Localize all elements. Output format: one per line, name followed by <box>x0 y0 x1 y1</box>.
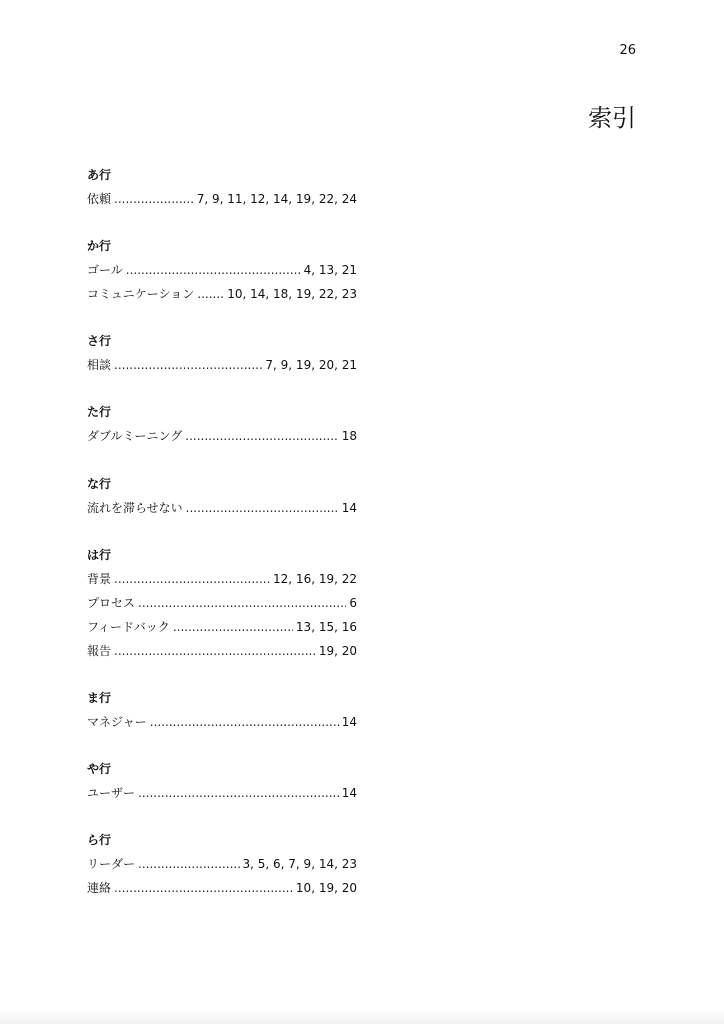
entry-term: 背景 <box>87 572 112 586</box>
entry-term: マネジャー <box>87 715 147 729</box>
section-heading: ま行 <box>87 691 112 705</box>
dot-leader <box>197 286 224 302</box>
entry-term: 流れを滞らせない <box>87 501 183 515</box>
entry-pages: 13, 15, 16 <box>295 620 357 634</box>
dot-leader <box>114 880 293 896</box>
entry-term: ダブルミーニング <box>87 429 183 443</box>
entry-term: フィードバック <box>87 620 170 634</box>
dot-leader <box>138 785 339 801</box>
entry-pages: 12, 16, 19, 22 <box>273 572 357 586</box>
entry-pages: 10, 14, 18, 19, 22, 23 <box>227 287 357 301</box>
index-entry <box>87 262 357 286</box>
index-entry <box>87 785 357 809</box>
section-heading: さ行 <box>87 334 112 348</box>
index-entry <box>87 880 357 904</box>
entry-pages: 3, 5, 6, 7, 9, 14, 23 <box>242 857 357 871</box>
dot-leader <box>150 714 339 730</box>
index-entry <box>87 571 357 595</box>
section-heading: か行 <box>87 239 112 253</box>
section-heading: や行 <box>87 762 112 776</box>
index-section-sa <box>87 333 357 381</box>
entry-pages: 4, 13, 21 <box>303 263 357 277</box>
entry-pages: 18 <box>341 429 357 443</box>
index-entry <box>87 428 357 452</box>
entry-pages: 14 <box>341 715 357 729</box>
dot-leader <box>126 262 301 278</box>
entry-pages: 14 <box>341 786 357 800</box>
dot-leader <box>173 619 293 635</box>
index-section-ma <box>87 690 357 738</box>
section-heading: は行 <box>87 548 112 562</box>
index-entry <box>87 191 357 215</box>
section-heading: な行 <box>87 477 112 491</box>
entry-term: 依頼 <box>87 192 112 206</box>
entry-term: ユーザー <box>87 786 136 800</box>
index-entry <box>87 357 357 381</box>
bottom-edge-shadow <box>0 1010 724 1024</box>
dot-leader <box>186 500 339 516</box>
entry-pages: 7, 9, 11, 12, 14, 19, 22, 24 <box>196 192 357 206</box>
index-section-ya <box>87 761 357 809</box>
dot-leader <box>114 357 262 373</box>
dot-leader <box>138 595 346 611</box>
entry-term: 連絡 <box>87 881 112 895</box>
entry-term: プロセス <box>87 596 136 610</box>
entry-term: 報告 <box>87 644 112 658</box>
entry-pages: 10, 19, 20 <box>295 881 357 895</box>
section-heading: あ行 <box>87 168 112 182</box>
index-section-ha <box>87 547 357 667</box>
entry-term: ゴール <box>87 263 123 277</box>
index-entry <box>87 286 357 310</box>
index-entry <box>87 643 357 667</box>
index-section-ka <box>87 238 357 310</box>
index-section-a <box>87 167 357 215</box>
entry-pages: 6 <box>349 596 357 610</box>
page-number: 26 <box>619 43 636 58</box>
index-section-ra <box>87 832 357 904</box>
dot-leader <box>114 643 316 659</box>
page-title: 索引 <box>588 104 636 132</box>
index-entry <box>87 595 357 619</box>
index-section-ta <box>87 404 357 452</box>
dot-leader <box>114 571 270 587</box>
section-heading: た行 <box>87 405 112 419</box>
index-entry <box>87 714 357 738</box>
entry-pages: 7, 9, 19, 20, 21 <box>265 358 357 372</box>
index-entry <box>87 500 357 524</box>
dot-leader <box>114 191 194 207</box>
dot-leader <box>138 856 239 872</box>
entry-pages: 19, 20 <box>318 644 357 658</box>
index-entry <box>87 619 357 643</box>
index-section-na <box>87 476 357 524</box>
dot-leader <box>185 428 338 444</box>
index-entry <box>87 856 357 880</box>
section-heading: ら行 <box>87 833 112 847</box>
entry-pages: 14 <box>341 501 357 515</box>
entry-term: リーダー <box>87 857 136 871</box>
entry-term: 相談 <box>87 358 112 372</box>
entry-term: コミュニケーション <box>87 287 195 301</box>
